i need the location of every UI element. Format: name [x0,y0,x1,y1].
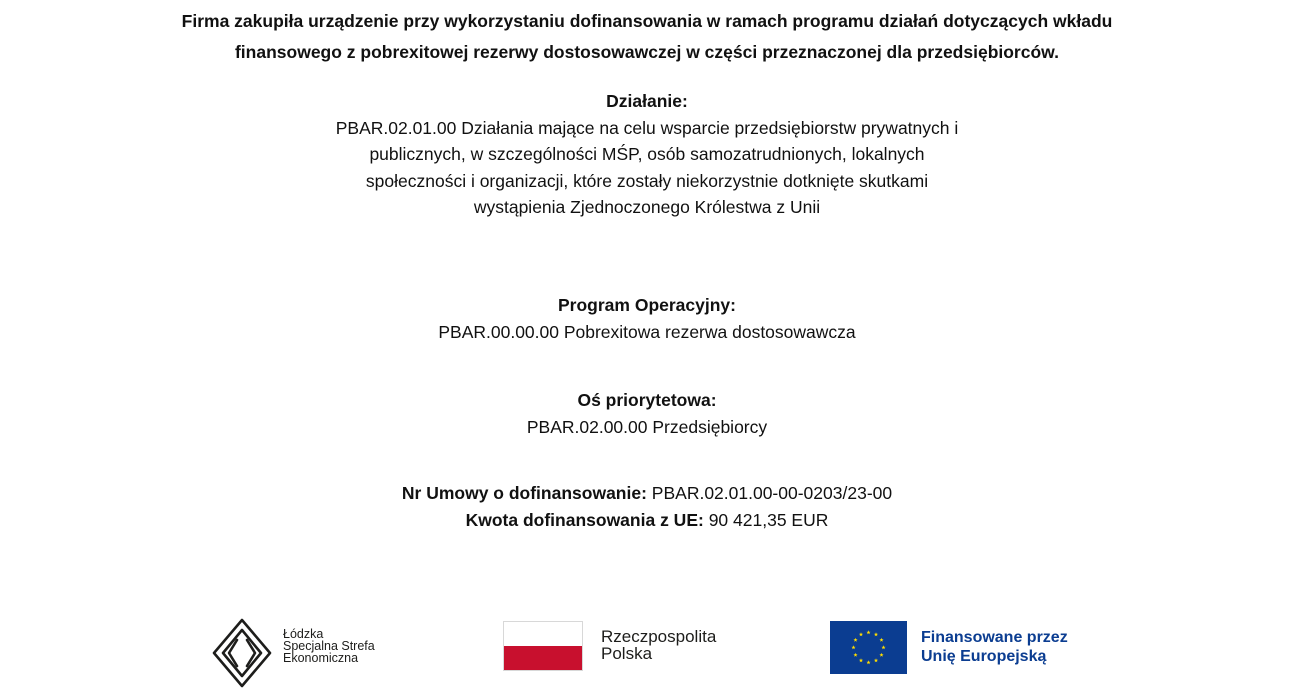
eu-line-1: Finansowane przez [921,629,1068,646]
polish-flag-icon [503,621,583,671]
contract-section [0,480,1294,533]
action-label: Działanie: [606,91,688,111]
eu-flag-icon [830,621,907,674]
eu-star-icon [859,658,863,662]
rzeczpospolita-polska-logo [503,616,763,690]
headline-line-2: finansowego z pobrexitowej rezerwy dostosowawczej w części przeznaczonej dla przedsiębiorców. [234,42,1059,62]
headline-line-1: Firma zakupiła urządzenie przy wykorzystaniu dofinansowania w ramach programu działań dotyczących wkładu [181,11,1113,31]
lsse-diamond-logo-icon [210,616,274,690]
eu-star-icon [866,660,870,664]
lsse-line-2: Specjalna Strefa [283,639,375,653]
contract-number-value: PBAR.02.01.00-00-0203/23-00 [651,483,893,503]
action-section [0,88,1294,221]
program-section [0,292,1294,345]
contract-number-row [0,480,1294,507]
eu-star-icon [853,638,857,642]
funding-amount-label: Kwota dofinansowania z UE: [465,509,704,530]
eu-star-icon [853,653,857,657]
eu-wordmark [921,628,1068,666]
funding-amount-row [0,507,1294,534]
contract-number-label: Nr Umowy o dofinansowanie: [401,483,647,503]
funding-headline [40,6,1254,68]
eu-star-icon [874,632,878,636]
eu-star-icon [851,645,855,649]
lsse-wordmark [283,628,375,664]
rp-line-2: Polska [601,644,653,663]
funding-amount-value: 90 421,35 EUR [708,509,829,530]
eu-star-icon [879,653,883,657]
lsse-line-1: Łódzka [283,627,324,641]
eu-star-icon [859,632,863,636]
rp-wordmark [601,628,716,662]
eu-star-icon [874,658,878,662]
program-label: Program Operacyjny: [558,295,736,315]
lsse-logo [210,616,410,690]
program-text: PBAR.00.00.00 Pobrexitowa rezerwa dostosowawcza [438,321,856,342]
rp-line-1: Rzeczpospolita [601,627,717,646]
axis-label: Oś priorytetowa: [577,390,717,410]
eu-line-2: Unię Europejską [921,648,1047,665]
eu-star-icon [866,630,870,634]
axis-text: PBAR.02.00.00 Przedsiębiorcy [526,416,768,437]
eu-funding-logo [830,616,1110,690]
priority-axis-section [0,387,1294,440]
action-text: PBAR.02.01.00 Działania mające na celu wsparcie przedsiębiorstw prywatnych i publicznych, w szczególności MŚP, osób samozatrudnionych, lokalnych społeczności i organizacji, które zostały niekorzystnie dotknięte skutkami wystąpienia Zjednoczonego Królestwa z Unii [335,117,959,217]
eu-star-icon [881,645,885,649]
eu-star-icon [879,638,883,642]
logo-strip [0,616,1294,696]
lsse-line-3: Ekonomiczna [283,651,359,665]
